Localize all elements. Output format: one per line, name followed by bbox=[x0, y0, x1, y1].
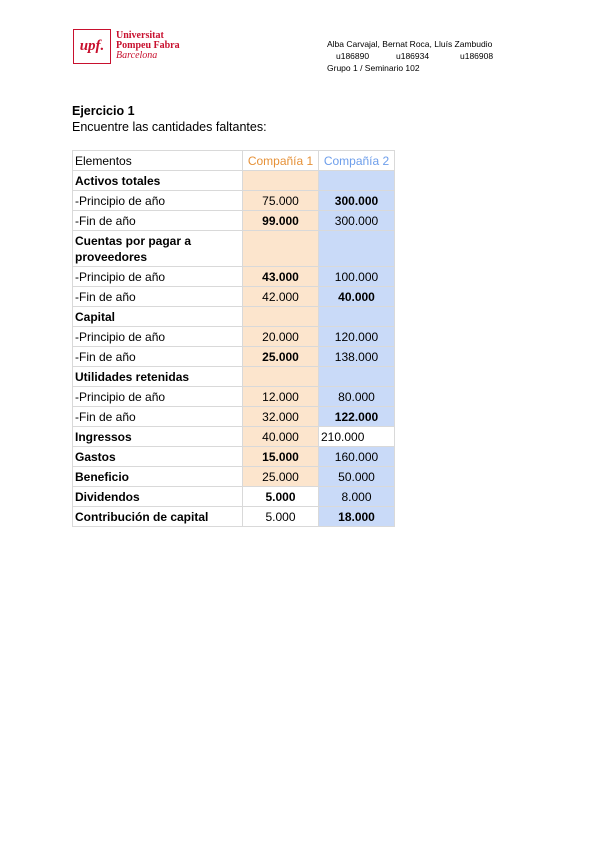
header-compania-1: Compañía 1 bbox=[243, 151, 319, 171]
compania-1-value: 15.000 bbox=[243, 447, 319, 467]
compania-1-value: 25.000 bbox=[243, 467, 319, 487]
row-label: -Fin de año bbox=[73, 211, 243, 231]
row-label: -Principio de año bbox=[73, 327, 243, 347]
compania-2-value: 210.000 bbox=[319, 427, 395, 447]
row-label: -Principio de año bbox=[73, 387, 243, 407]
compania-2-value: 300.000 bbox=[319, 191, 395, 211]
upf-logo bbox=[73, 29, 180, 64]
table-row bbox=[73, 447, 395, 467]
compania-2-value: 120.000 bbox=[319, 327, 395, 347]
table-row bbox=[73, 427, 395, 447]
table-row bbox=[73, 367, 395, 387]
student-id: u186890 bbox=[336, 51, 370, 61]
table-row bbox=[73, 347, 395, 367]
compania-1-value bbox=[243, 307, 319, 327]
upf-logo-text bbox=[116, 29, 180, 61]
compania-2-value bbox=[319, 231, 395, 267]
logo-line-3: Barcelona bbox=[116, 50, 158, 61]
table-row bbox=[73, 287, 395, 307]
compania-1-value bbox=[243, 231, 319, 267]
compania-1-value: 40.000 bbox=[243, 427, 319, 447]
authors-names: Alba Carvajal, Bernat Roca, Lluís Zambudio bbox=[327, 39, 493, 49]
table-row bbox=[73, 507, 395, 527]
row-label: Capital bbox=[73, 307, 243, 327]
compania-1-value bbox=[243, 171, 319, 191]
table-row bbox=[73, 171, 395, 191]
compania-1-value: 99.000 bbox=[243, 211, 319, 231]
compania-2-value: 138.000 bbox=[319, 347, 395, 367]
student-ids bbox=[327, 50, 493, 62]
table-row bbox=[73, 387, 395, 407]
table-row bbox=[73, 191, 395, 211]
compania-1-value: 25.000 bbox=[243, 347, 319, 367]
table-row bbox=[73, 407, 395, 427]
table-row bbox=[73, 327, 395, 347]
compania-2-value: 50.000 bbox=[319, 467, 395, 487]
compania-1-value bbox=[243, 367, 319, 387]
compania-1-value: 75.000 bbox=[243, 191, 319, 211]
logo-line-2: Pompeu Fabra bbox=[116, 40, 180, 51]
compania-2-value: 80.000 bbox=[319, 387, 395, 407]
table-row bbox=[73, 231, 395, 267]
upf-logo-mark: upf. bbox=[73, 29, 111, 64]
compania-2-value: 300.000 bbox=[319, 211, 395, 231]
header-compania-2: Compañía 2 bbox=[319, 151, 395, 171]
exercise-title: Ejercicio 1 bbox=[72, 104, 135, 118]
data-table bbox=[72, 150, 395, 527]
compania-1-value: 42.000 bbox=[243, 287, 319, 307]
compania-2-value: 8.000 bbox=[319, 487, 395, 507]
compania-2-value: 122.000 bbox=[319, 407, 395, 427]
row-label: Gastos bbox=[73, 447, 243, 467]
table-row bbox=[73, 211, 395, 231]
authors-block bbox=[327, 38, 493, 74]
row-label: -Fin de año bbox=[73, 287, 243, 307]
compania-1-value: 32.000 bbox=[243, 407, 319, 427]
row-label: Cuentas por pagar a proveedores bbox=[73, 231, 243, 267]
compania-1-value: 5.000 bbox=[243, 507, 319, 527]
compania-2-value bbox=[319, 367, 395, 387]
row-label: Ingressos bbox=[73, 427, 243, 447]
compania-2-value: 40.000 bbox=[319, 287, 395, 307]
header-elementos: Elementos bbox=[73, 151, 243, 171]
row-label: -Principio de año bbox=[73, 267, 243, 287]
compania-1-value: 12.000 bbox=[243, 387, 319, 407]
row-label: Utilidades retenidas bbox=[73, 367, 243, 387]
row-label: Dividendos bbox=[73, 487, 243, 507]
group-label: Grupo 1 / Seminario 102 bbox=[327, 63, 420, 73]
compania-2-value bbox=[319, 307, 395, 327]
student-id: u186908 bbox=[460, 51, 494, 61]
logo-line-1: Universitat bbox=[116, 30, 164, 41]
compania-2-value bbox=[319, 171, 395, 191]
row-label: Beneficio bbox=[73, 467, 243, 487]
row-label: -Fin de año bbox=[73, 407, 243, 427]
table-header-row bbox=[73, 151, 395, 171]
compania-2-value: 160.000 bbox=[319, 447, 395, 467]
row-label: Activos totales bbox=[73, 171, 243, 191]
table-row bbox=[73, 467, 395, 487]
row-label: Contribución de capital bbox=[73, 507, 243, 527]
compania-1-value: 43.000 bbox=[243, 267, 319, 287]
row-label: -Fin de año bbox=[73, 347, 243, 367]
compania-1-value: 5.000 bbox=[243, 487, 319, 507]
compania-2-value: 100.000 bbox=[319, 267, 395, 287]
compania-1-value: 20.000 bbox=[243, 327, 319, 347]
table-row bbox=[73, 487, 395, 507]
row-label: -Principio de año bbox=[73, 191, 243, 211]
student-id: u186934 bbox=[396, 51, 430, 61]
exercise-subtitle: Encuentre las cantidades faltantes: bbox=[72, 120, 267, 134]
table-row bbox=[73, 307, 395, 327]
compania-2-value: 18.000 bbox=[319, 507, 395, 527]
table-row bbox=[73, 267, 395, 287]
